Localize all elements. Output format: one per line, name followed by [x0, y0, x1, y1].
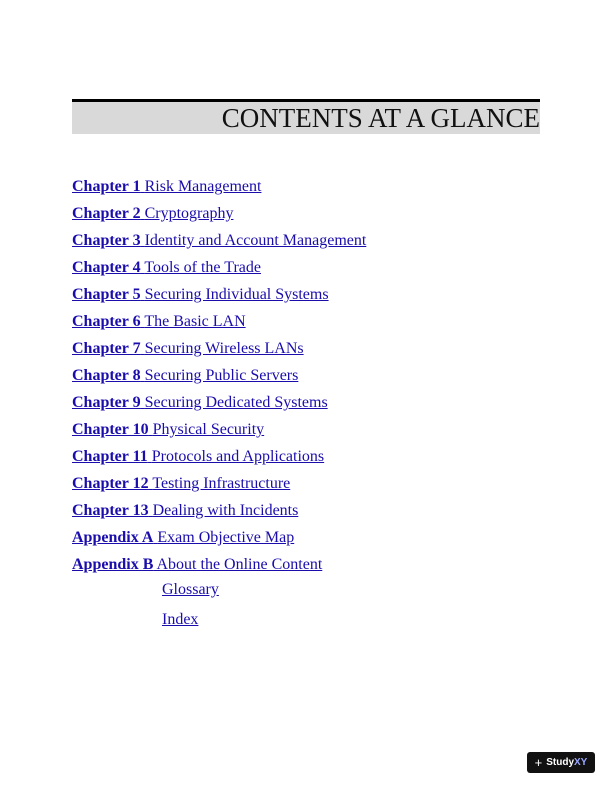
toc-link-chapter-2[interactable]: Chapter 2 Cryptography [72, 205, 234, 222]
toc-link-appendix-a[interactable]: Appendix A Exam Objective Map [72, 529, 295, 546]
toc-link-glossary[interactable]: Glossary [162, 581, 219, 598]
toc-link-appendix-b[interactable]: Appendix B About the Online Content [72, 556, 323, 573]
toc-link-chapter-12[interactable]: Chapter 12 Testing Infrastructure [72, 475, 291, 492]
toc-link-chapter-5[interactable]: Chapter 5 Securing Individual Systems [72, 286, 329, 303]
heading-band [72, 102, 540, 134]
toc-link-chapter-6[interactable]: Chapter 6 The Basic LAN [72, 313, 246, 330]
page-title: CONTENTS AT A GLANCE [221, 103, 540, 133]
toc-link-chapter-4[interactable]: Chapter 4 Tools of the Trade [72, 259, 261, 276]
studyxy-badge[interactable] [527, 752, 595, 773]
toc-link-index[interactable]: Index [162, 611, 199, 628]
toc-link-chapter-9[interactable]: Chapter 9 Securing Dedicated Systems [72, 394, 328, 411]
plus-icon: + [534, 755, 543, 770]
toc-link-chapter-1[interactable]: Chapter 1 Risk Management [72, 178, 262, 195]
toc-link-chapter-3[interactable]: Chapter 3 Identity and Account Management [72, 232, 367, 249]
toc-link-chapter-10[interactable]: Chapter 10 Physical Security [72, 421, 265, 438]
toc-link-chapter-11[interactable]: Chapter 11 Protocols and Applications [72, 448, 325, 465]
toc-list [72, 176, 532, 581]
toc-link-chapter-7[interactable]: Chapter 7 Securing Wireless LANs [72, 340, 304, 357]
toc-link-chapter-13[interactable]: Chapter 13 Dealing with Incidents [72, 502, 299, 519]
toc-link-chapter-8[interactable]: Chapter 8 Securing Public Servers [72, 367, 299, 384]
brand-name: StudyXY [546, 757, 588, 768]
